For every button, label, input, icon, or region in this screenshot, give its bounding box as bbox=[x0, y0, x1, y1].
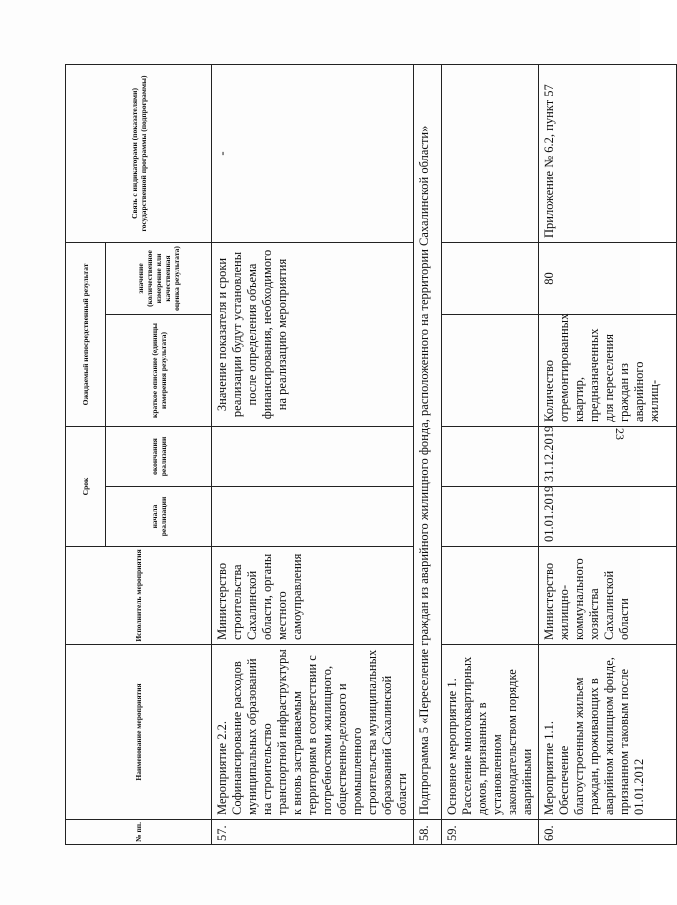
row-59-start bbox=[442, 487, 539, 547]
table-row-60 bbox=[539, 64, 677, 844]
header-desc: краткое описание (единицы измерения результата) bbox=[106, 314, 212, 426]
row-57-end bbox=[212, 426, 414, 486]
header-value: значение (количественное измерение или качественная оценка результата) bbox=[106, 242, 212, 314]
header-end: окончания реализации bbox=[106, 426, 212, 486]
subprogram-title: Подпрограмма 5 «Переселение граждан из аварийного жилищного фонда, расположенного на территории Сахалинской области» bbox=[414, 64, 442, 819]
row-57-name: Мероприятие 2.2. Софинансирование расходов муниципальных образований на строительство транспортной инфраструктуры к вновь застраиваемым территориям в соответствии с потребностями жилищного, общественно-делового и промышленного строительства муниципальных образований Сахалинской области bbox=[212, 645, 414, 820]
row-57-num: 57. bbox=[212, 820, 414, 845]
row-60-start: 01.01.2019 bbox=[539, 487, 677, 547]
row-60-desc: Количество отремонтированных квартир, предназначенных для переселения граждан из аварийного жилищ- bbox=[539, 314, 677, 426]
row-57-start bbox=[212, 487, 414, 547]
header-expected: Ожидаемый непосредственный результат bbox=[66, 242, 106, 426]
header-name: Наименование мероприятия bbox=[66, 645, 212, 820]
row-59-desc bbox=[442, 314, 539, 426]
header-term: Срок bbox=[66, 426, 106, 546]
row-60-value: 80 bbox=[539, 242, 677, 314]
events-table bbox=[65, 64, 677, 845]
row-59-end bbox=[442, 426, 539, 486]
row-57-link: - bbox=[212, 64, 414, 242]
row-60-name: Мероприятие 1.1. Обеспечение благоустроенным жильем граждан, проживающих в аварийном жилищном фонде, признанном таковым после 01.01.2012 bbox=[539, 645, 677, 820]
row-57-result: Значение показателя и сроки реализации будут установлены после определения объема финансирования, необходимого на реализацию мероприятия bbox=[212, 242, 414, 426]
header-row-1 bbox=[66, 64, 106, 844]
row-59-value bbox=[442, 242, 539, 314]
row-57-executor: Министерство строительства Сахалинской области, органы местного самоуправления bbox=[212, 547, 414, 645]
row-59-name: Основное мероприятие 1. Расселение многоквартирных домов, признанных в установленном законодательством порядке аварийными bbox=[442, 645, 539, 820]
table-row-58 bbox=[414, 64, 442, 844]
header-executor: Исполнитель мероприятия bbox=[66, 547, 212, 645]
row-59-num: 59. bbox=[442, 820, 539, 845]
row-59-executor bbox=[442, 547, 539, 645]
header-link: Связь с индикаторами (показателями) государственной программы (подпрограммы) bbox=[66, 64, 212, 242]
row-60-executor: Министерство жилищно-коммунального хозяйства Сахалинской области bbox=[539, 547, 677, 645]
row-60-num: 60. bbox=[539, 820, 677, 845]
row-60-link: Приложение № 6.2, пункт 57 bbox=[539, 64, 677, 242]
table-row-59 bbox=[442, 64, 539, 844]
row-59-link bbox=[442, 64, 539, 242]
table-row-57 bbox=[212, 64, 414, 844]
header-num: № пп. bbox=[66, 820, 212, 845]
row-58-num: 58. bbox=[414, 820, 442, 845]
row-60-end: 31.12.2019 bbox=[539, 426, 677, 486]
header-start: начала реализации bbox=[106, 487, 212, 547]
page-number: 23 bbox=[613, 428, 627, 440]
